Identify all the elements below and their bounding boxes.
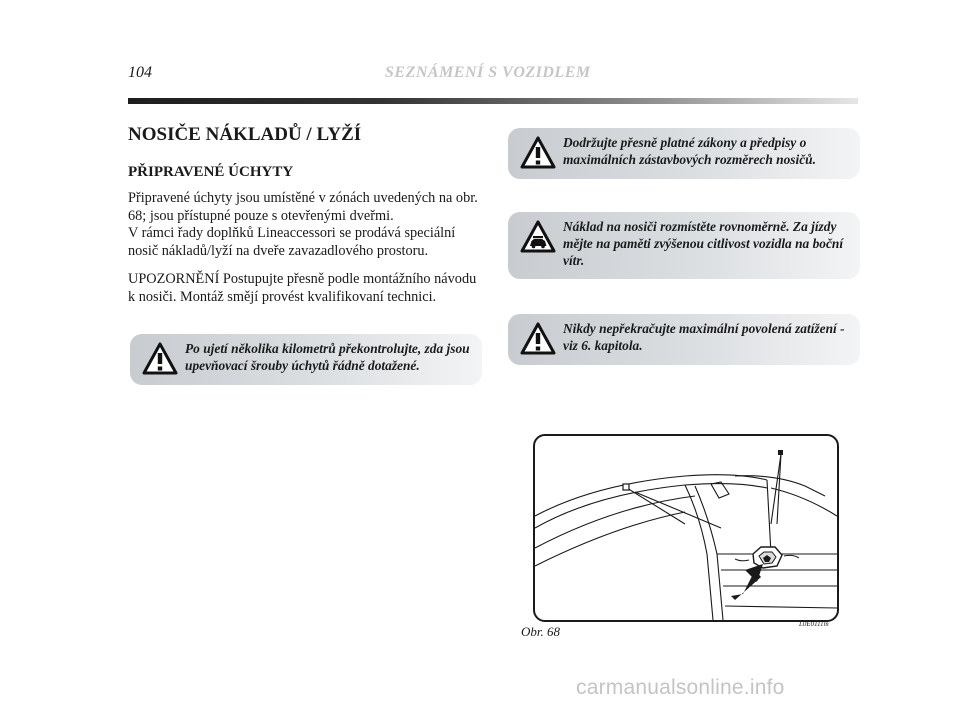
warning-text: Nikdy nepřekračujte maximální povolená zatížení - viz 6. kapitola.	[563, 321, 845, 353]
car-load-warning-icon	[520, 220, 556, 253]
header-divider	[128, 98, 858, 104]
page-number: 104	[128, 64, 152, 81]
article-title: NOSIČE NÁKLADŮ / LYŽÍ	[128, 124, 362, 145]
watermark-link[interactable]: carmanualsonline.info	[576, 676, 785, 699]
warning-triangle-icon	[142, 342, 178, 375]
body-paragraph: Připravené úchyty jsou umístěné v zónách uvedených na obr. 68; jsou přístupné pouze s otevřenými dveřmi. V rámci řady doplňků Lineaccessori se prodává speciální nosič nákladů/lyží na dveře zavazadlového prostoru.	[128, 190, 478, 259]
warning-box	[130, 334, 482, 385]
warning-box	[508, 212, 860, 279]
roof-rack-mounting-figure	[533, 434, 839, 622]
section-title: SEZNÁMENÍ S VOZIDLEM	[385, 64, 591, 81]
warning-box	[508, 128, 860, 179]
warning-box	[508, 314, 860, 365]
car-roof-illustration	[535, 436, 837, 620]
warning-triangle-icon	[520, 322, 556, 355]
warning-text: Náklad na nosiči rozmístěte rovnoměrně. Za jízdy mějte na paměti zvýšenou citlivost vozidla na boční vítr.	[563, 219, 844, 268]
body-paragraph: UPOZORNĚNÍ Postupujte přesně podle montážního návodu k nosiči. Montáž smějí provést kvalifikovaní technici.	[128, 271, 477, 305]
warning-text: Po ujetí několika kilometrů překontrolujte, zda jsou upevňovací šrouby úchytů řádně dotažené.	[185, 341, 470, 373]
figure-caption: Obr. 68	[521, 624, 561, 639]
figure-code: L0E0111m	[799, 620, 829, 628]
warning-text: Dodržujte přesně platné zákony a předpisy o maximálních zástavbových rozměrech nosičů.	[563, 135, 816, 167]
warning-triangle-icon	[520, 136, 556, 169]
article-subtitle: PŘIPRAVENÉ ÚCHYTY	[128, 164, 294, 180]
